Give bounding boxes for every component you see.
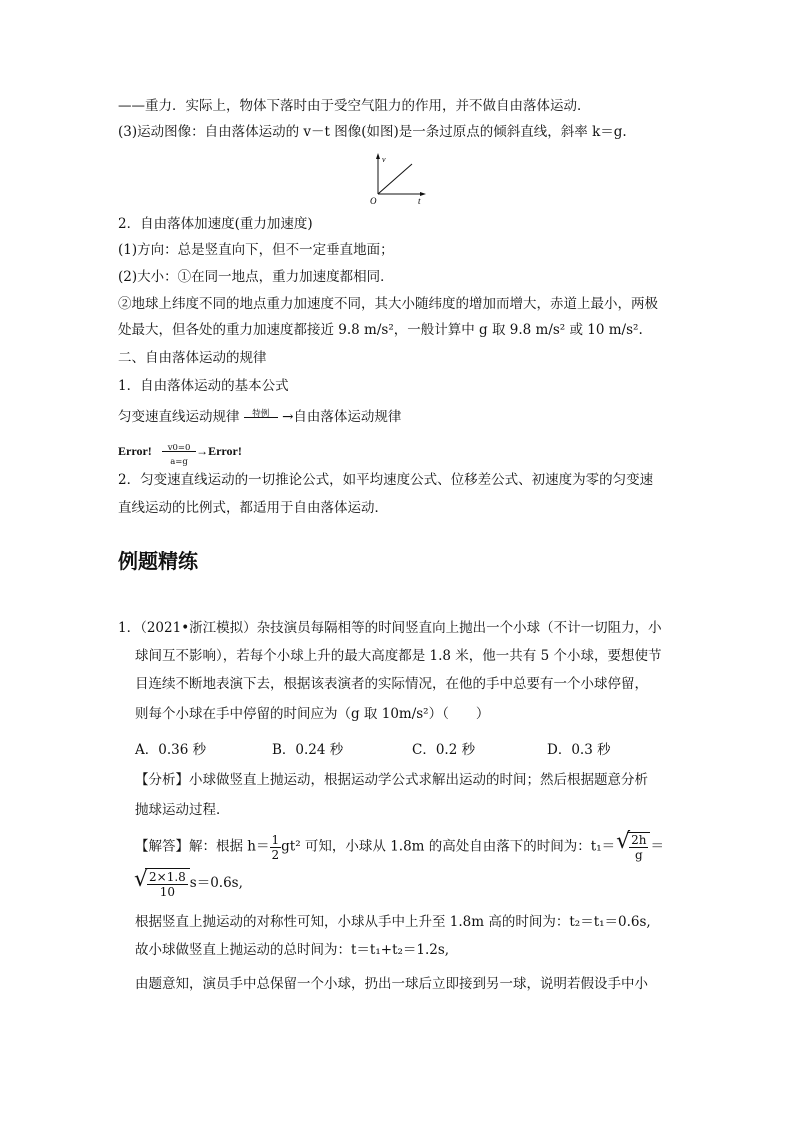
analysis-line: 【分析】小球做竖直上抛运动，根据运动学公式求解出运动的时间；然后根据题意分析	[135, 772, 648, 788]
sqrt-2h-over-g: √ $\frac{2h}{g}$	[627, 832, 650, 862]
text-line: 1．自由落体运动的基本公式	[118, 378, 289, 394]
option-a[interactable]: A．0.36 秒	[135, 742, 207, 758]
question-line: 1．（2021•浙江模拟）杂技演员每隔相等的时间竖直向上抛出一个小球（不计一切阻力，小	[118, 620, 662, 636]
text-line: 处最大，但各处的重力加速度都接近 9.8 m/s²，一般计算中 g 取 9.8 m/s² 或 10 m/s².	[118, 322, 643, 338]
text-line: (2)大小：①在同一地点，重力加速度都相同．	[118, 269, 394, 285]
text-line: 2．自由落体加速度(重力加速度)	[118, 216, 313, 232]
solution-line: 故小球做竖直上抛运动的总时间为：t＝t₁+t₂＝1.2s,	[135, 942, 450, 958]
option-b[interactable]: B．0.24 秒	[272, 742, 344, 758]
rule-right: →自由落体运动规律	[282, 409, 402, 425]
solution-line: √ $\frac{2\times 1.8}{10}$ s＝0.6s,	[135, 868, 243, 899]
v-axis-label: v	[382, 155, 386, 164]
error-line: Error! v0=0 a=g →Error!	[118, 442, 242, 467]
analysis-line: 抛球运动过程．	[135, 802, 230, 818]
t-axis-label: t	[418, 196, 421, 206]
fraction-half: $\frac{1}{2}$	[271, 832, 280, 862]
option-d[interactable]: D．0.3 秒	[547, 742, 611, 758]
question-line: 则每个小球在手中停留的时间应为（g 取 10m/s²）（ ）	[135, 706, 490, 722]
solution-line: 【解答】解：根据 h＝ $\frac{1}{2}$ gt² 可知，小球从 1.8m 的高处自由落下的时间为：t₁＝ √ $\frac{2h}{g}$ ＝	[135, 832, 664, 862]
origin-label: O	[370, 196, 377, 206]
sqrt-value: √ $\frac{2\times 1.8}{10}$	[145, 868, 190, 899]
solution-line: 由题意知，演员手中总保留一个小球，扔出一球后立即接到另一球，说明若假设手中小	[135, 976, 648, 992]
vt-graph	[366, 150, 430, 208]
text-line: 2．匀变速直线运动的一切推论公式，如平均速度公式、位移差公式、初速度为零的匀变速	[118, 472, 654, 488]
solution-line: 根据竖直上抛运动的对称性可知，小球从手中上升至 1.8m 高的时间为：t₂＝t₁＝0.6s,	[135, 914, 651, 930]
text-line: ②地球上纬度不同的地点重力加速度不同，其大小随纬度的增加而增大，赤道上最小，两极	[118, 296, 658, 312]
question-line: 球间互不影响），若每个小球上升的最大高度都是 1.8 米，他一共有 5 个小球，要想使节	[135, 648, 662, 664]
text-line: (3)运动图像：自由落体运动的 v－t 图像(如图)是一条过原点的倾斜直线，斜率 k＝g.	[118, 124, 627, 140]
condition-arrow: v0=0 a=g	[162, 442, 196, 462]
text-line: ——重力．实际上，物体下落时由于受空气阻力的作用，并不做自由落体运动．	[118, 98, 591, 114]
question-line: 目连续不断地表演下去，根据该表演者的实际情况，在他的手中总要有一个小球停留，	[135, 676, 648, 692]
text-line: (1)方向：总是竖直向下，但不一定垂直地面；	[118, 242, 394, 258]
text-line: 二、自由落体运动的规律	[118, 350, 267, 366]
section-heading: 例题精练	[118, 549, 198, 573]
error-text: Error!	[208, 444, 242, 458]
arrow-special-case: 特例	[244, 408, 278, 428]
error-text: Error!	[118, 444, 152, 458]
rule-left: 匀变速直线运动规律	[118, 409, 240, 425]
option-c[interactable]: C．0.2 秒	[412, 742, 476, 758]
rule-line	[118, 407, 401, 428]
text-line: 直线运动的比例式，都适用于自由落体运动．	[118, 500, 388, 516]
